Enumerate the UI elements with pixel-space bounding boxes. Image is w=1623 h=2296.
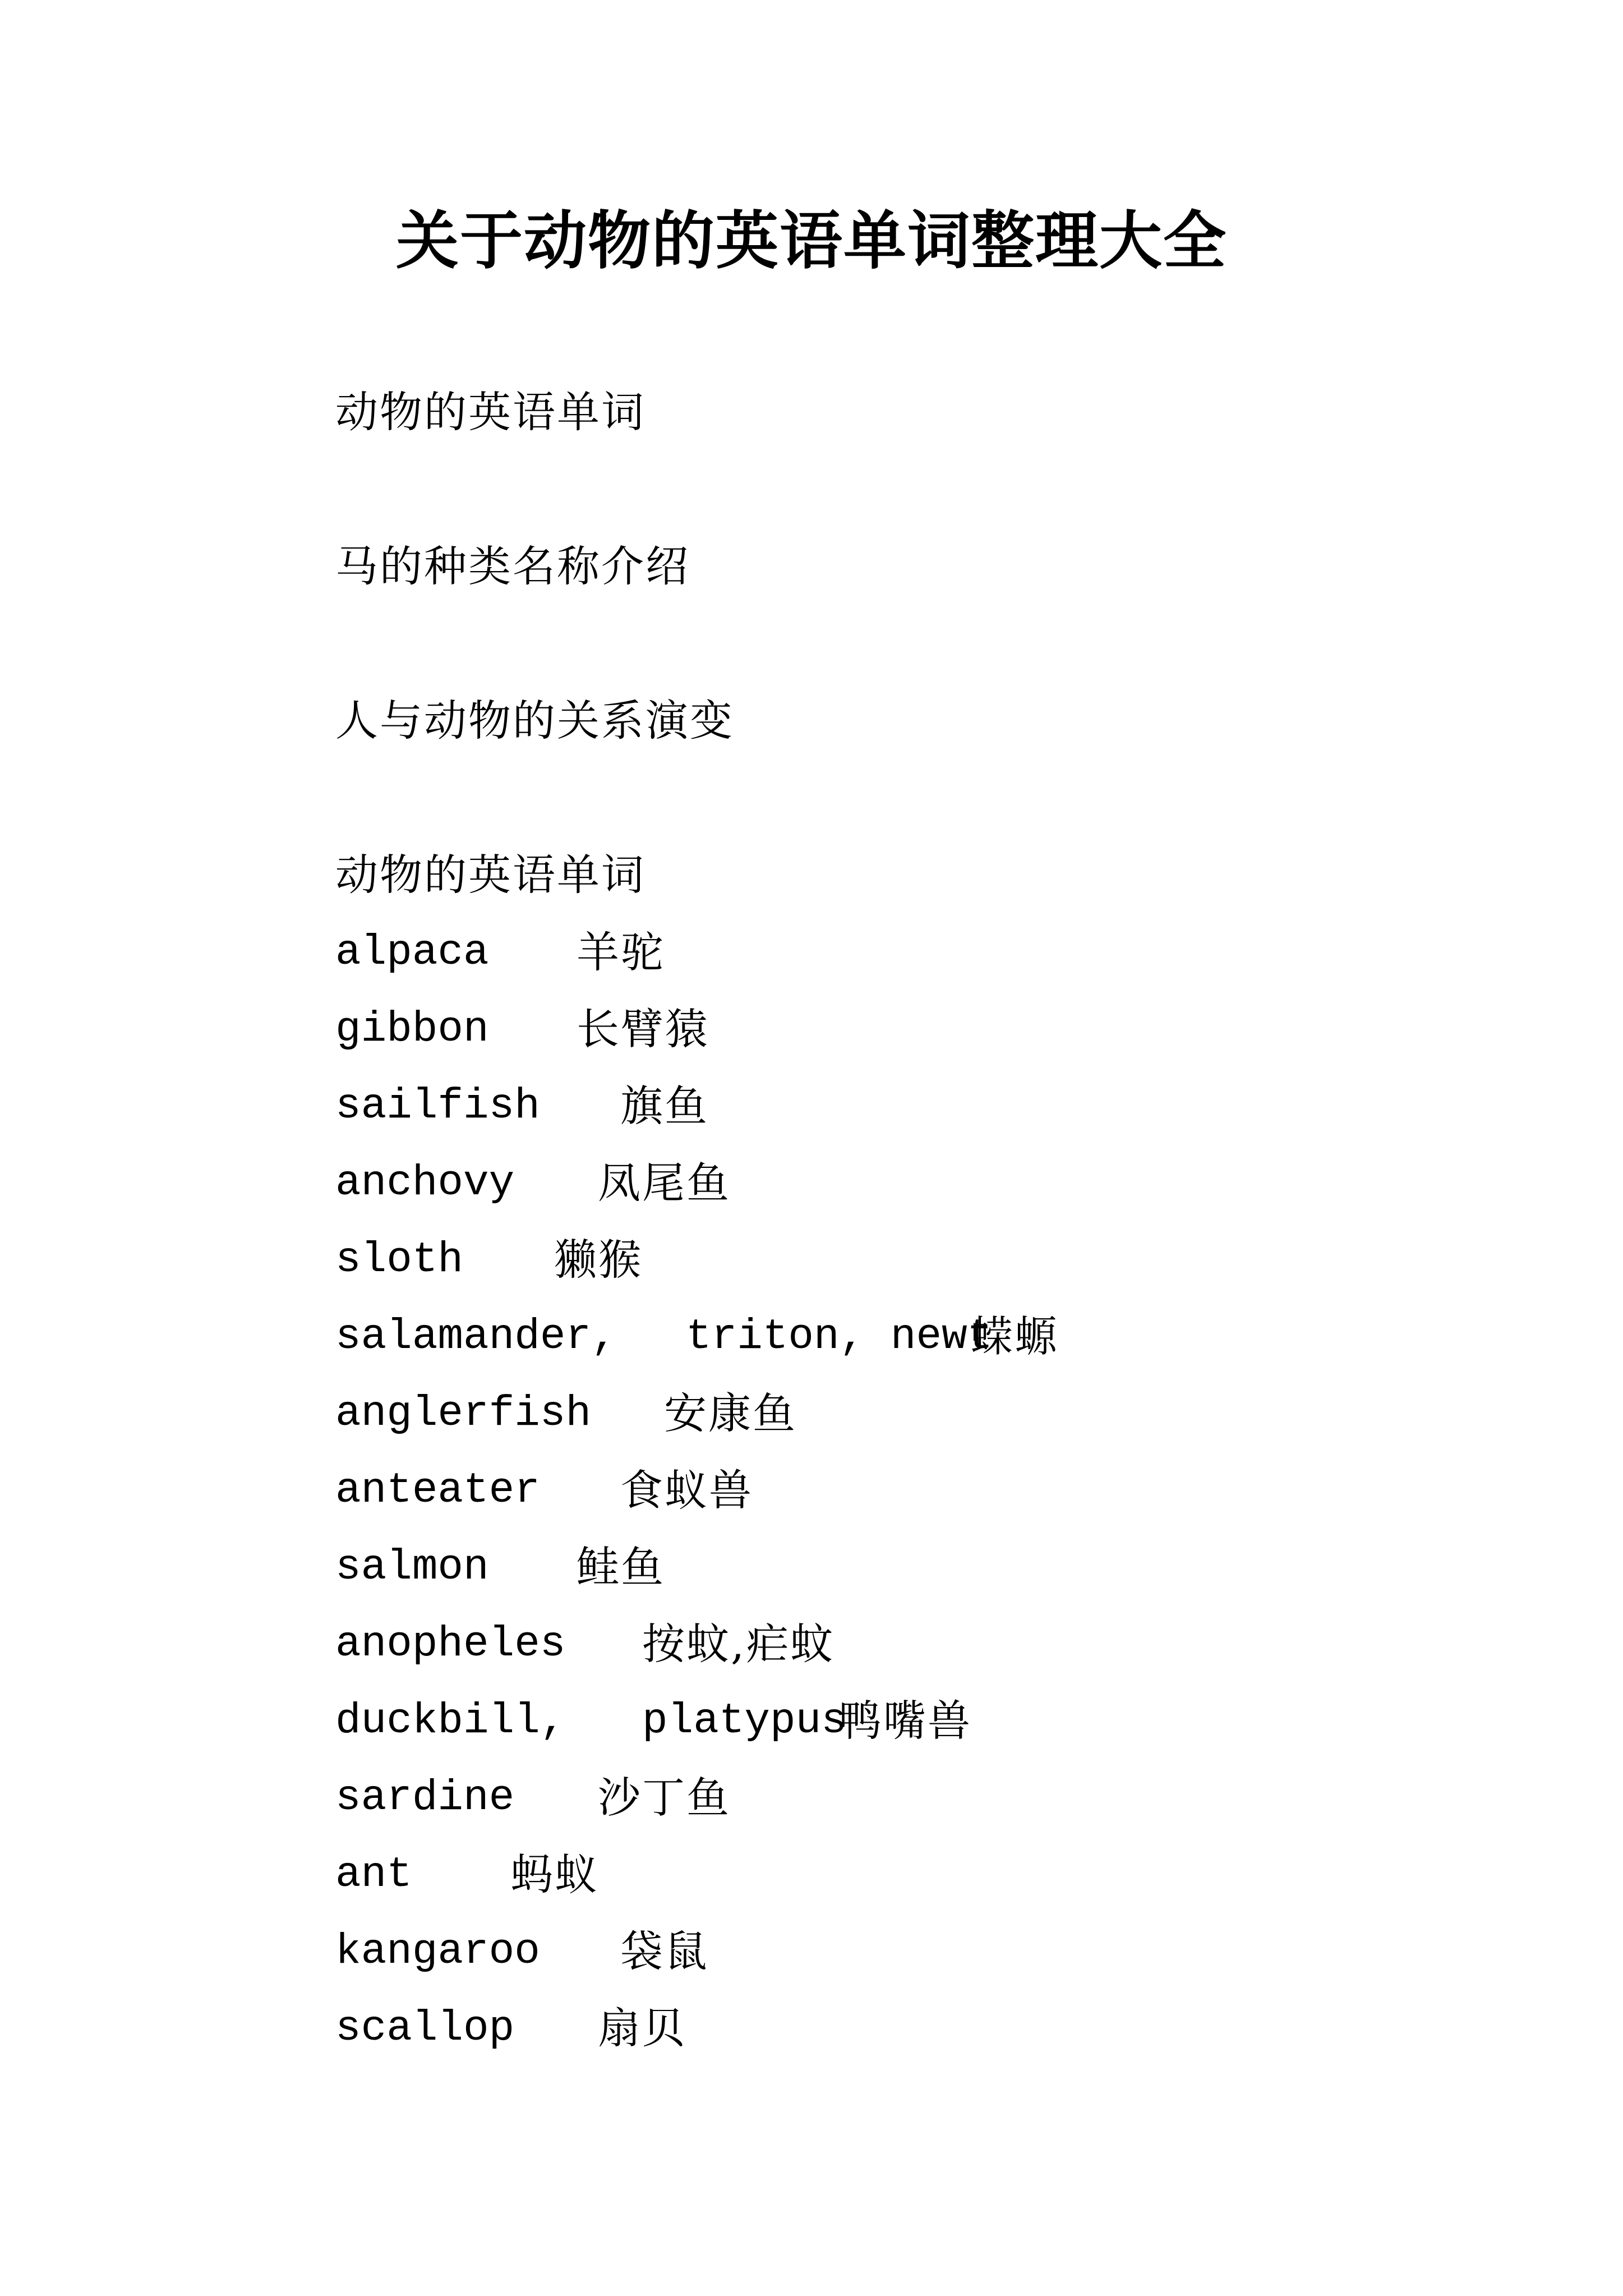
chinese-meaning: 獭猴 <box>554 1235 643 1285</box>
english-word: alpaca <box>335 928 489 977</box>
chinese-meaning: 羊驼 <box>577 927 665 977</box>
english-word: duckbill, <box>335 1697 566 1745</box>
chinese-meaning: 按蚊,疟蚊 <box>642 1619 835 1669</box>
chinese-meaning: 蚂蚁 <box>510 1849 599 1899</box>
english-synonyms: platypus <box>642 1697 847 1745</box>
chinese-meaning: 沙丁鱼 <box>598 1773 731 1823</box>
english-word: anglerfish <box>335 1389 592 1438</box>
chinese-meaning: 扇贝 <box>598 2003 686 2053</box>
chinese-meaning: 鸭嘴兽 <box>839 1696 972 1746</box>
chinese-meaning: 蝾螈 <box>970 1312 1059 1361</box>
english-word: gibbon <box>335 1005 489 1053</box>
english-word: anchovy <box>335 1159 515 1207</box>
english-word: anopheles <box>335 1620 566 1668</box>
english-word: scallop <box>335 2004 515 2053</box>
chinese-meaning: 袋鼠 <box>620 1926 709 1976</box>
toc-item-horse-breeds: 马的种类名称介绍 <box>335 541 690 591</box>
chinese-meaning: 旗鱼 <box>620 1081 709 1131</box>
english-word: kangaroo <box>335 1927 540 1976</box>
english-word: sloth <box>335 1236 464 1284</box>
chinese-meaning: 安康鱼 <box>664 1388 797 1438</box>
document-title: 关于动物的英语单词整理大全 <box>396 204 1227 278</box>
chinese-meaning: 长臂猿 <box>577 1004 709 1054</box>
chinese-meaning: 凤尾鱼 <box>598 1158 731 1208</box>
english-word: salamander, <box>335 1313 617 1361</box>
toc-item-human-animal-relations: 人与动物的关系演变 <box>335 696 734 746</box>
chinese-meaning: 鲑鱼 <box>577 1542 665 1592</box>
english-word: sardine <box>335 1774 515 1822</box>
english-word: sailfish <box>335 1082 540 1130</box>
english-synonyms: triton, newt <box>686 1313 993 1361</box>
english-word: anteater <box>335 1466 540 1515</box>
english-word: salmon <box>335 1543 489 1591</box>
chinese-meaning: 食蚁兽 <box>620 1465 753 1515</box>
toc-item-animal-words: 动物的英语单词 <box>335 387 645 437</box>
section-heading: 动物的英语单词 <box>335 850 645 900</box>
english-word: ant <box>335 1851 412 1899</box>
